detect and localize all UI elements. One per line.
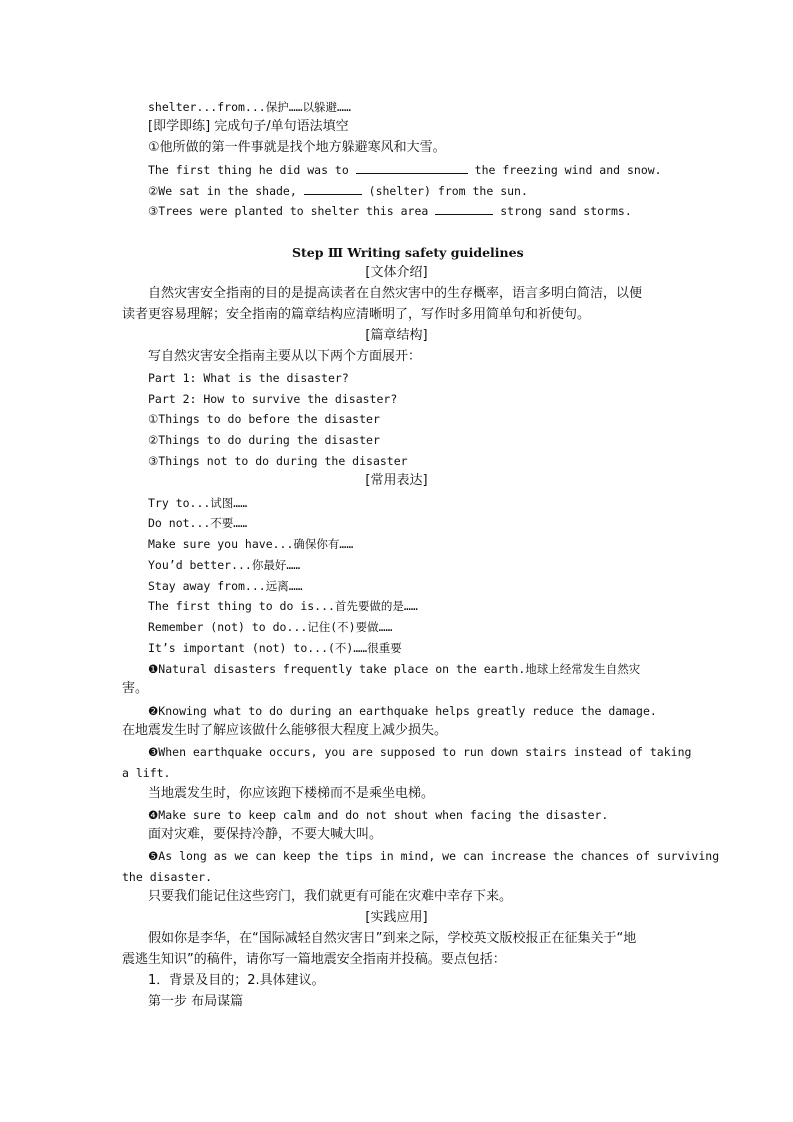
example-translation: 面对灾难，要保持冷静，不要大喊大叫。 [148,827,383,842]
step-heading: 第一步 布局谋篇 [148,994,244,1009]
section-title: Step Ⅲ Writing safety guidelines [292,245,524,260]
example-sentence: ❹Make sure to keep calm and do not shout when facing the disaster. [148,808,609,822]
text-line: ③Things not to do during the disaster [148,454,408,468]
example-sentence: 害。 [122,681,149,696]
fill-blank [356,162,468,174]
text-line: 写自然灾害安全指南主要从以下两个方面展开： [148,349,422,364]
expression-item: Make sure you have...确保你有…… [148,537,354,551]
expression-item: It’s important (not) to...(不)……很重要 [148,641,402,655]
paragraph-line: 自然灾害安全指南的目的是提高读者在自然灾害中的生存概率，语言多明白简洁，以便 [148,286,643,301]
text-line: shelter...from...保护……以躲避…… [148,100,351,114]
example-translation: 只要我们能记住这些窍门，我们就更有可能在灾难中幸存下来。 [148,889,513,904]
paragraph-line: 震逃生知识”的稿件，请你写一篇地震安全指南并投稿。要点包括： [122,952,506,967]
expression-item: The first thing to do is...首先要做的是…… [148,599,418,613]
text-line: 1．背景及目的；2.具体建议。 [148,973,325,988]
example-translation: 在地震发生时了解应该做什么能够很大程度上减少损失。 [122,723,448,738]
example-sentence: ❷Knowing what to do during an earthquake helps greatly reduce the damage. [148,704,657,718]
section-label: [实践应用] [365,910,428,925]
expression-item: You’d better...你最好…… [148,558,301,572]
paragraph-line: 读者更容易理解；安全指南的篇章结构应清晰明了，写作时多用简单句和祈使句。 [122,307,591,322]
paragraph-line: 假如你是李华，在“国际减轻自然灾害日”到来之际，学校英文版校报正在征集关于“地 [148,931,637,946]
exercise-line [148,203,632,219]
text-segment: strong sand storms. [500,204,632,218]
fill-blank [435,203,493,215]
text-segment: the freezing wind and snow. [474,163,662,177]
text-line: Part 1: What is the disaster? [148,371,349,385]
exercise-line [148,162,662,178]
text-line: Part 2: How to survive the disaster? [148,392,398,406]
example-sentence: a lift. [122,766,171,780]
text-line: ①他所做的第一件事就是找个地方躲避寒风和大雪。 [148,140,446,155]
fill-blank [304,183,362,195]
example-sentence: ❺As long as we can keep the tips in mind, we can increase the chances of surviving [148,849,720,863]
section-label: [篇章结构] [365,328,428,343]
expression-item: Try to...试图…… [148,496,248,510]
example-sentence: the disaster. [122,870,213,884]
section-label: [文体介绍] [365,265,428,280]
text-segment: ②We sat in the shade, [148,184,297,198]
example-sentence: ❶Natural disasters frequently take place on the earth.地球上经常发生自然灾 [148,662,641,676]
example-sentence: ❸When earthquake occurs, you are supposed to run down stairs instead of taking [148,745,692,759]
text-segment: (shelter) from the sun. [368,184,528,198]
section-label: [常用表达] [365,473,428,488]
text-line: ①Things to do before the disaster [148,412,380,426]
expression-item: Stay away from...远离…… [148,579,303,593]
expression-item: Remember (not) to do...记住(不)要做…… [148,620,393,634]
text-segment: The first thing he did was to [148,163,349,177]
exercise-line [148,183,528,199]
text-segment: ③Trees were planted to shelter this area [148,204,429,218]
text-line: ②Things to do during the disaster [148,433,380,447]
exercise-heading: [即学即练] 完成句子/单句语法填空 [148,119,349,134]
expression-item: Do not...不要…… [148,516,248,530]
example-translation: 当地震发生时，你应该跑下楼梯而不是乘坐电梯。 [148,786,435,801]
